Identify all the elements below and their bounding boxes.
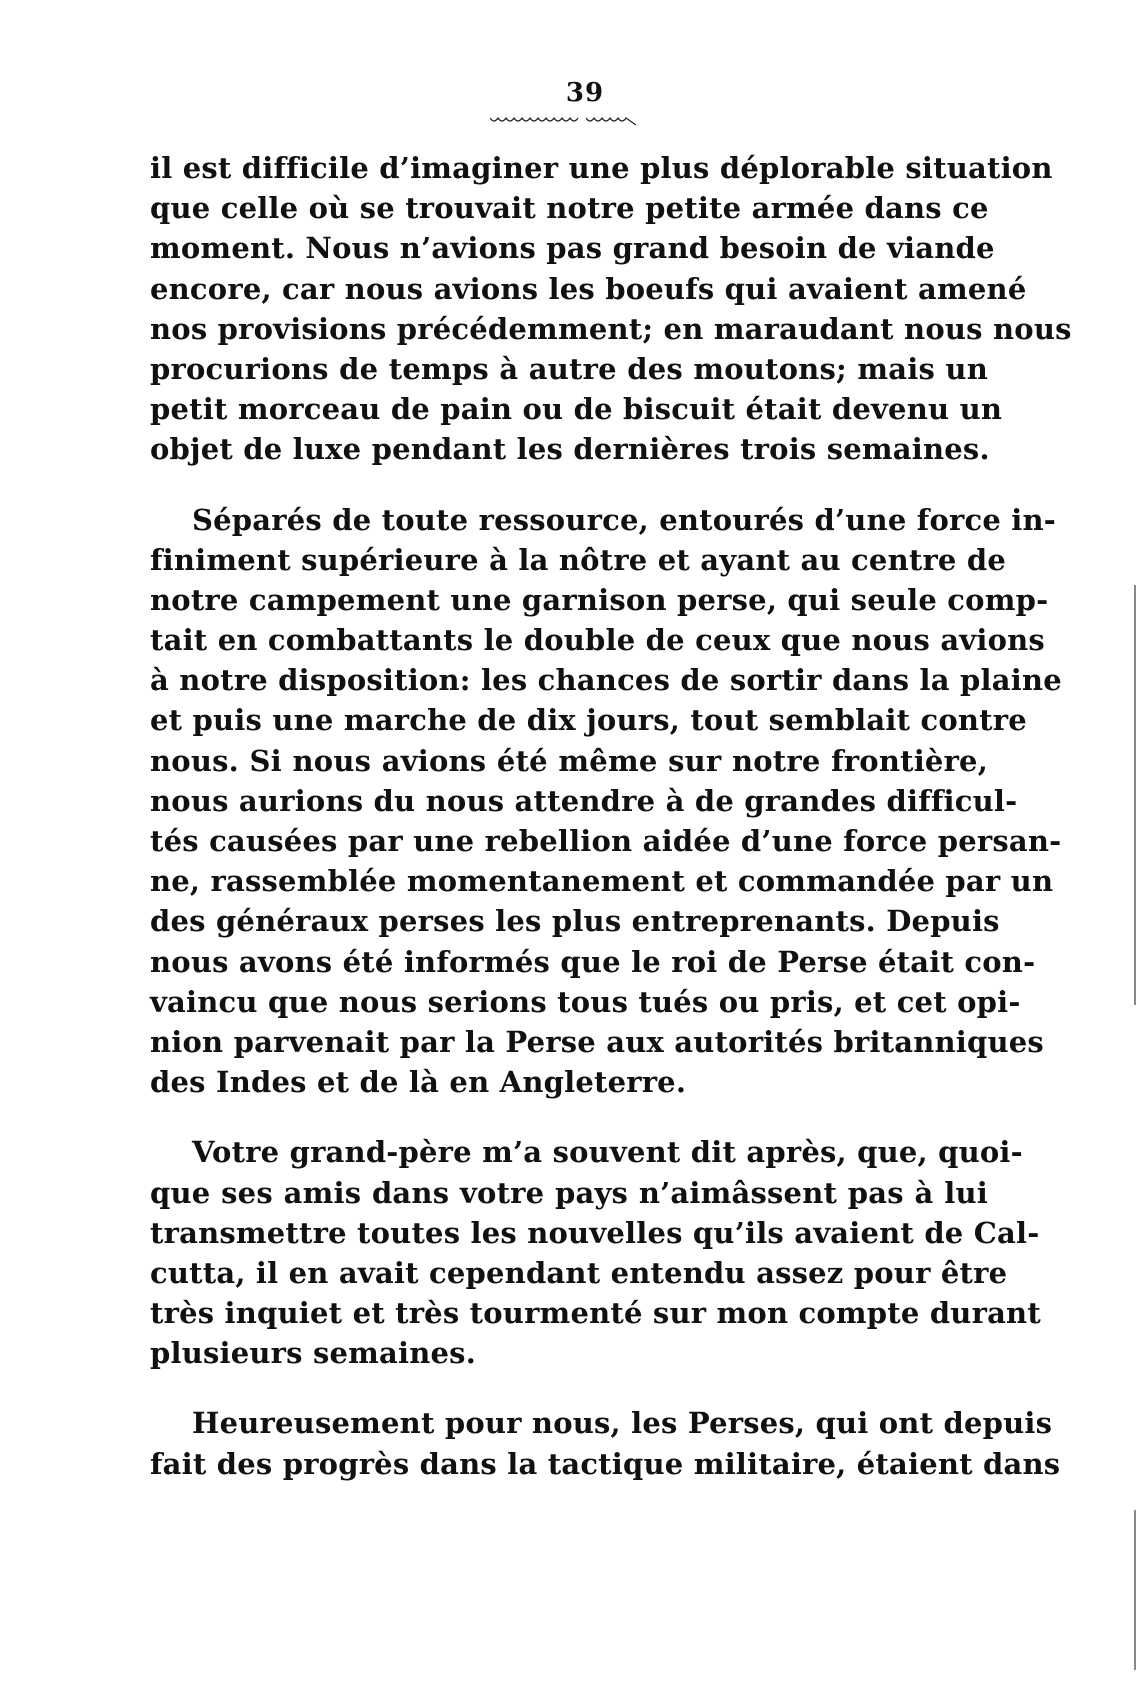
page-number: 39 xyxy=(565,78,605,108)
body-text xyxy=(150,148,1072,1514)
text-line: transmettre toutes les nouvelles qu’ils avaient de Cal- xyxy=(150,1215,1040,1250)
header-ornament-rule xyxy=(490,114,640,126)
text-line: notre campement une garnison perse, qui seule comp- xyxy=(150,582,1049,617)
text-line: il est difficile d’imaginer une plus déplorable situation xyxy=(150,151,1053,185)
text-line: finiment supérieure à la nôtre et ayant au centre de xyxy=(150,542,1007,577)
scan-edge-mark xyxy=(1134,1510,1136,1670)
text-line: plusieurs semaines. xyxy=(150,1336,476,1371)
text-line: procurions de temps à autre des moutons; mais un xyxy=(150,351,988,386)
paragraph-3 xyxy=(150,1132,1041,1373)
text-line: très inquiet et très tourmenté sur mon compte durant xyxy=(150,1296,1041,1331)
text-line: encore, car nous avions les boeufs qui avaient amené xyxy=(150,271,1027,306)
text-line: Heureusement pour nous, les Perses, qui ont depuis xyxy=(192,1406,1053,1441)
paragraph-4 xyxy=(150,1403,1061,1483)
text-line: tait en combattants le double de ceux que nous avions xyxy=(150,623,1045,658)
text-line: nous aurions du nous attendre à de grandes difficul- xyxy=(150,783,1018,818)
text-line: vaincu que nous serions tous tués ou pris, et cet opi- xyxy=(150,984,1021,1019)
text-line: Votre grand-père m’a souvent dit après, que, quoi- xyxy=(192,1135,1023,1170)
text-line: des Indes et de là en Angleterre. xyxy=(150,1065,687,1100)
text-line: que celle où se trouvait notre petite armée dans ce xyxy=(150,191,989,226)
text-line: des généraux perses les plus entreprenants. Depuis xyxy=(150,904,1000,939)
text-line: à notre disposition: les chances de sortir dans la plaine xyxy=(150,663,1062,698)
text-line: petit morceau de pain ou de biscuit était devenu un xyxy=(150,392,1003,427)
text-line: Séparés de toute ressource, entourés d’une force in- xyxy=(192,502,1057,537)
text-line: tés causées par une rebellion aidée d’une force persan- xyxy=(150,824,1062,858)
text-line: cutta, il en avait cependant entendu assez pour être xyxy=(150,1255,1008,1290)
text-line: nous. Si nous avions été même sur notre frontière, xyxy=(150,743,988,778)
text-line: que ses amis dans votre pays n’aimâssent pas à lui xyxy=(150,1175,988,1210)
text-line: objet de luxe pendant les dernières trois semaines. xyxy=(150,432,990,467)
text-line: fait des progrès dans la tactique militaire, étaient dans xyxy=(150,1446,1061,1481)
text-line: nos provisions précédemment; en maraudant nous nous xyxy=(150,311,1072,346)
text-line: ne, rassemblée momentanement et commandée par un xyxy=(150,864,1054,899)
paragraph-2 xyxy=(150,500,1062,1103)
text-line: et puis une marche de dix jours, tout semblait contre xyxy=(150,703,1027,738)
scan-edge-mark xyxy=(1134,585,1136,1005)
paragraph-1 xyxy=(150,148,1072,470)
page-header xyxy=(0,78,1140,108)
text-line: moment. Nous n’avions pas grand besoin de viande xyxy=(150,231,995,266)
text-line: nion parvenait par la Perse aux autorités britanniques xyxy=(150,1024,1044,1059)
text-line: nous avons été informés que le roi de Perse était con- xyxy=(150,944,1036,979)
